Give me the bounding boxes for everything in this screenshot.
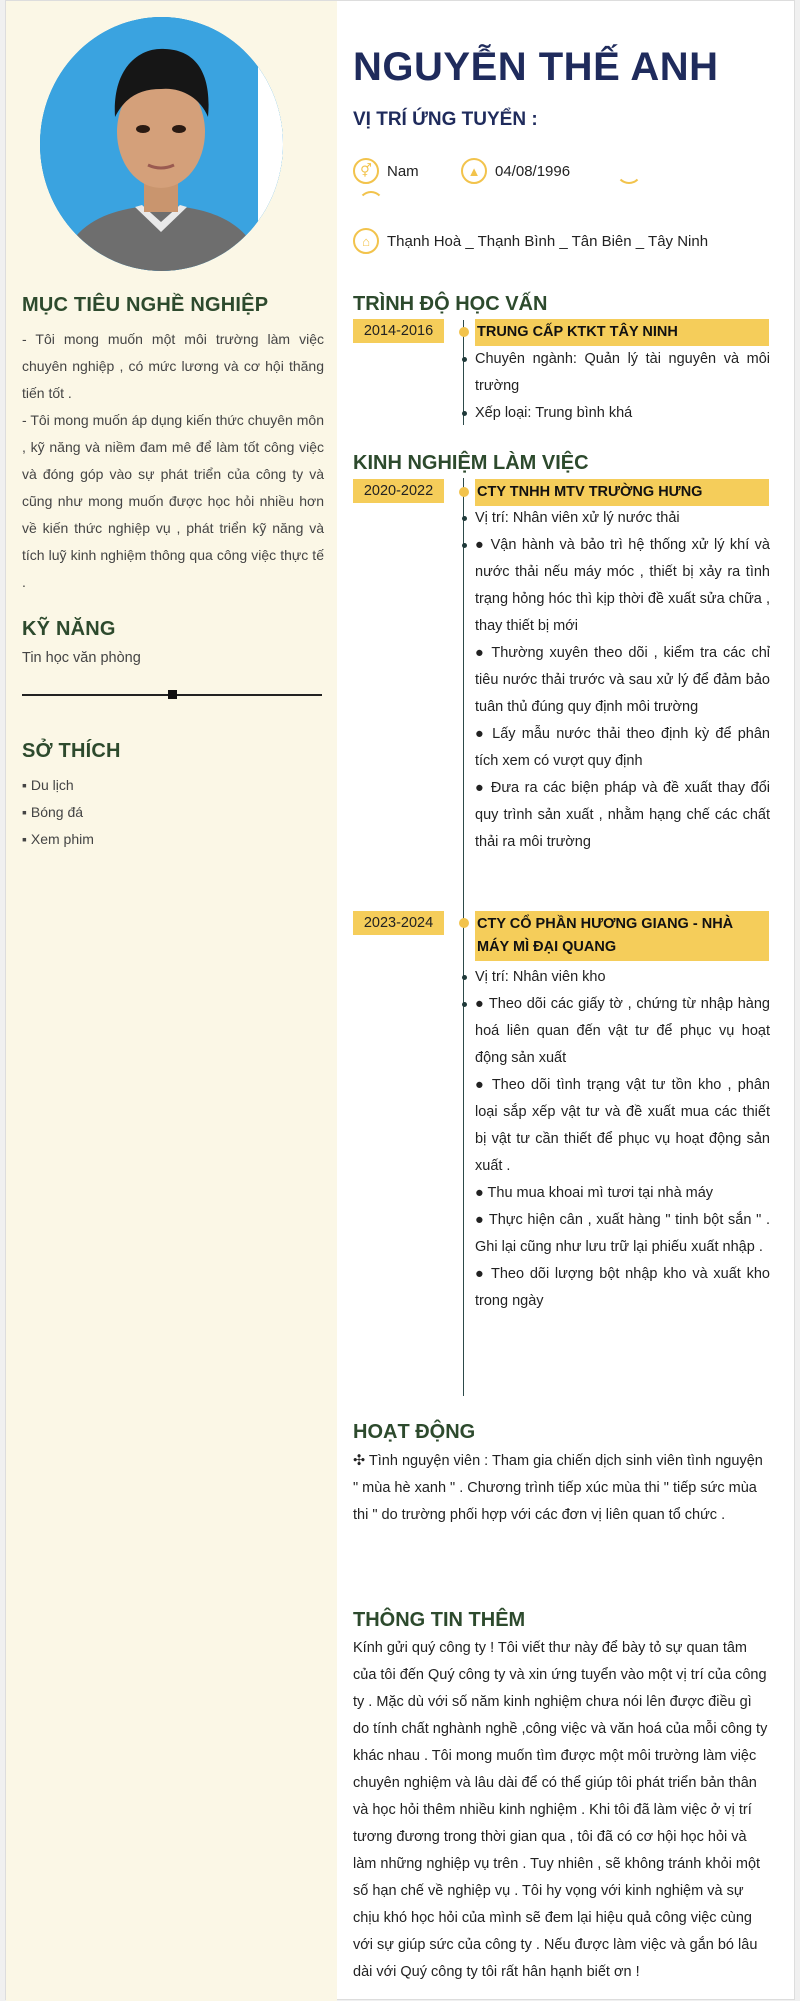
job-line: Vị trí: Nhân viên xử lý nước thải — [475, 505, 770, 532]
objective-paragraph: - Tôi mong muốn áp dụng kiến thức chuyên môn , kỹ năng và niềm đam mê để làm tốt công việc và đóng góp vào sự phát triển của công ty và cũng như mong muốn được học hỏi nhiều hơn về kiến thức nghiệp vụ , phát triển kỹ năng và tích luỹ kinh nghiệm thông qua công việc thực tế . — [22, 412, 324, 590]
job-line: Vị trí: Nhân viên kho — [475, 964, 770, 991]
skills-title: KỸ NĂNG — [22, 618, 116, 640]
extra-title: THÔNG TIN THÊM — [353, 1609, 526, 1631]
job-line: ● Đưa ra các biện pháp và đề xuất thay đổi quy trình sản xuất , nhằm hạng chế các chất thải ra môi trường — [475, 780, 770, 850]
activities-text: ✣ Tình nguyện viên : Tham gia chiến dịch sinh viên tình nguyện " mùa hè xanh " . Chương trình tiếp xúc mùa thi " tiếp sức mùa thi " do trường phối hợp với các đơn vị liên quan tổ chức . — [353, 1453, 763, 1523]
job-details — [475, 505, 770, 856]
education-details — [475, 346, 770, 427]
gender-value: Nam — [387, 162, 419, 180]
education-line: Chuyên ngành: Quản lý tài nguyên và môi trường — [475, 346, 770, 400]
education-title: TRÌNH ĐỘ HỌC VẤN — [353, 293, 548, 315]
hobbies-title: SỞ THÍCH — [22, 740, 121, 762]
activities-title: HOẠT ĐỘNG — [353, 1421, 476, 1443]
location-icon: ⌂ — [353, 228, 379, 254]
job-line: ● Theo dõi lượng bột nhập kho và xuất kho trong ngày — [475, 1266, 770, 1309]
hobby-item: ▪ Du lịch — [22, 772, 94, 799]
job-company: CTY TNHH MTV TRƯỜNG HƯNG — [475, 479, 769, 506]
hobbies-list — [22, 772, 94, 853]
sidebar — [6, 1, 337, 2001]
skill-level-bar — [22, 694, 322, 696]
timeline-dot — [459, 487, 469, 497]
job-details — [475, 964, 770, 1315]
job-line: ● Vận hành và bảo trì hệ thống xử lý khí và nước thải nếu máy móc , thiết bị xảy ra tình trạng hỏng hóc thì kịp thời đề xuất sửa chữa , thay thiết bị mới — [475, 532, 770, 640]
job-period: 2020-2022 — [353, 479, 444, 503]
objective-paragraph: - Tôi mong muốn một môi trường làm việc chuyên nghiệp , có mức lương và cơ hội thăng tiến tốt . — [22, 331, 324, 401]
email-icon — [358, 191, 384, 217]
address-info — [353, 228, 708, 254]
objective-text — [22, 326, 324, 596]
job-line: ● Theo dõi các giấy tờ , chứng từ nhập hàng hoá liên quan đến vật tư để phục vụ hoạt động sản xuất — [475, 991, 770, 1072]
position-label: VỊ TRÍ ỨNG TUYỂN : — [353, 109, 538, 130]
job-line: ● Thu mua khoai mì tươi tại nhà máy — [475, 1185, 714, 1201]
job-period: 2023-2024 — [353, 911, 444, 935]
portrait-photo — [40, 17, 283, 271]
extra-text: Kính gửi quý công ty ! Tôi viết thư này để bày tỏ sự quan tâm của tôi đến Quý công ty và xin ứng tuyển vào một vị trí của công ty . Mặc dù với số năm kinh nghiệm chưa nói lên được điều gì do tính chất nghành nghề ,công việc và văn hoá của mỗi công ty khác nhau . Tôi mong muốn tìm được một môi trường làm việc chuyên nghiệm và lâu dài để có thể giúp tôi phát triển bản thân và học hỏi thêm nhiều kinh nghiệm . Khi tôi đã làm việc ở vị trí tương đương trong thời gian qua , tôi đã có cơ hội học hỏi và làm những nghiệp vụ trên . Tuy nhiên , sẽ không tránh khỏi một số hạn chế về nghiệp vụ . Tôi hy vọng với kinh nghiệm và sự chịu khó học hỏi của mình sẽ đem lại hiệu quả công việc cùng với sự giúp sức của công ty . Nếu được làm việc và gắn bó lâu dài với Quý công ty tôi rất hân hạnh biết ơn ! — [353, 1640, 768, 1980]
timeline-dot — [459, 327, 469, 337]
experience-title: KINH NGHIỆM LÀM VIỆC — [353, 452, 589, 474]
birthday-info — [461, 158, 570, 184]
job-company: CTY CỔ PHẦN HƯƠNG GIANG - NHÀ MÁY MÌ ĐẠI QUANG — [475, 911, 769, 961]
education-line: Xếp loại: Trung bình khá — [475, 400, 770, 427]
timeline-dot — [459, 918, 469, 928]
hobby-item: ▪ Bóng đá — [22, 799, 94, 826]
objective-title: MỤC TIÊU NGHỀ NGHIỆP — [22, 294, 269, 316]
phone-icon — [616, 158, 642, 184]
job-line: ● Theo dõi tình trạng vật tư tồn kho , phân loại sắp xếp vật tư và đề xuất mua các thiết bị vật tư cần thiết để phục vụ hoạt động sản xuất . — [475, 1077, 770, 1174]
skill-name: Tin học văn phòng — [22, 650, 141, 666]
experience-timeline — [463, 478, 464, 1396]
gender-info — [353, 158, 419, 184]
job-line: ● Thường xuyên theo dõi , kiểm tra các chỉ tiêu nước thải trước và sau xử lý để đảm bảo tuân thủ đúng quy định môi trường — [475, 645, 770, 715]
education-school: TRUNG CẤP KTKT TÂY NINH — [475, 319, 769, 346]
candidate-name: NGUYỄN THẾ ANH — [353, 45, 719, 89]
education-period: 2014-2016 — [353, 319, 444, 343]
job-line: ● Lấy mẫu nước thải theo định kỳ để phân tích xem có vượt quy định — [475, 726, 770, 769]
gender-icon: ⚥ — [353, 158, 379, 184]
avatar — [40, 17, 283, 271]
job-line: ● Thực hiện cân , xuất hàng " tinh bột sắn " . Ghi lại cũng như lưu trữ lại phiếu xuất nhập . — [475, 1212, 770, 1255]
hobby-item: ▪ Xem phim — [22, 826, 94, 853]
address-value: Thạnh Hoà _ Thạnh Bình _ Tân Biên _ Tây Ninh — [387, 232, 709, 250]
birthday-value: 04/08/1996 — [495, 162, 571, 180]
cake-icon: ▲ — [461, 158, 487, 184]
skill-level-knob — [168, 690, 177, 699]
cv-page — [5, 0, 795, 2000]
